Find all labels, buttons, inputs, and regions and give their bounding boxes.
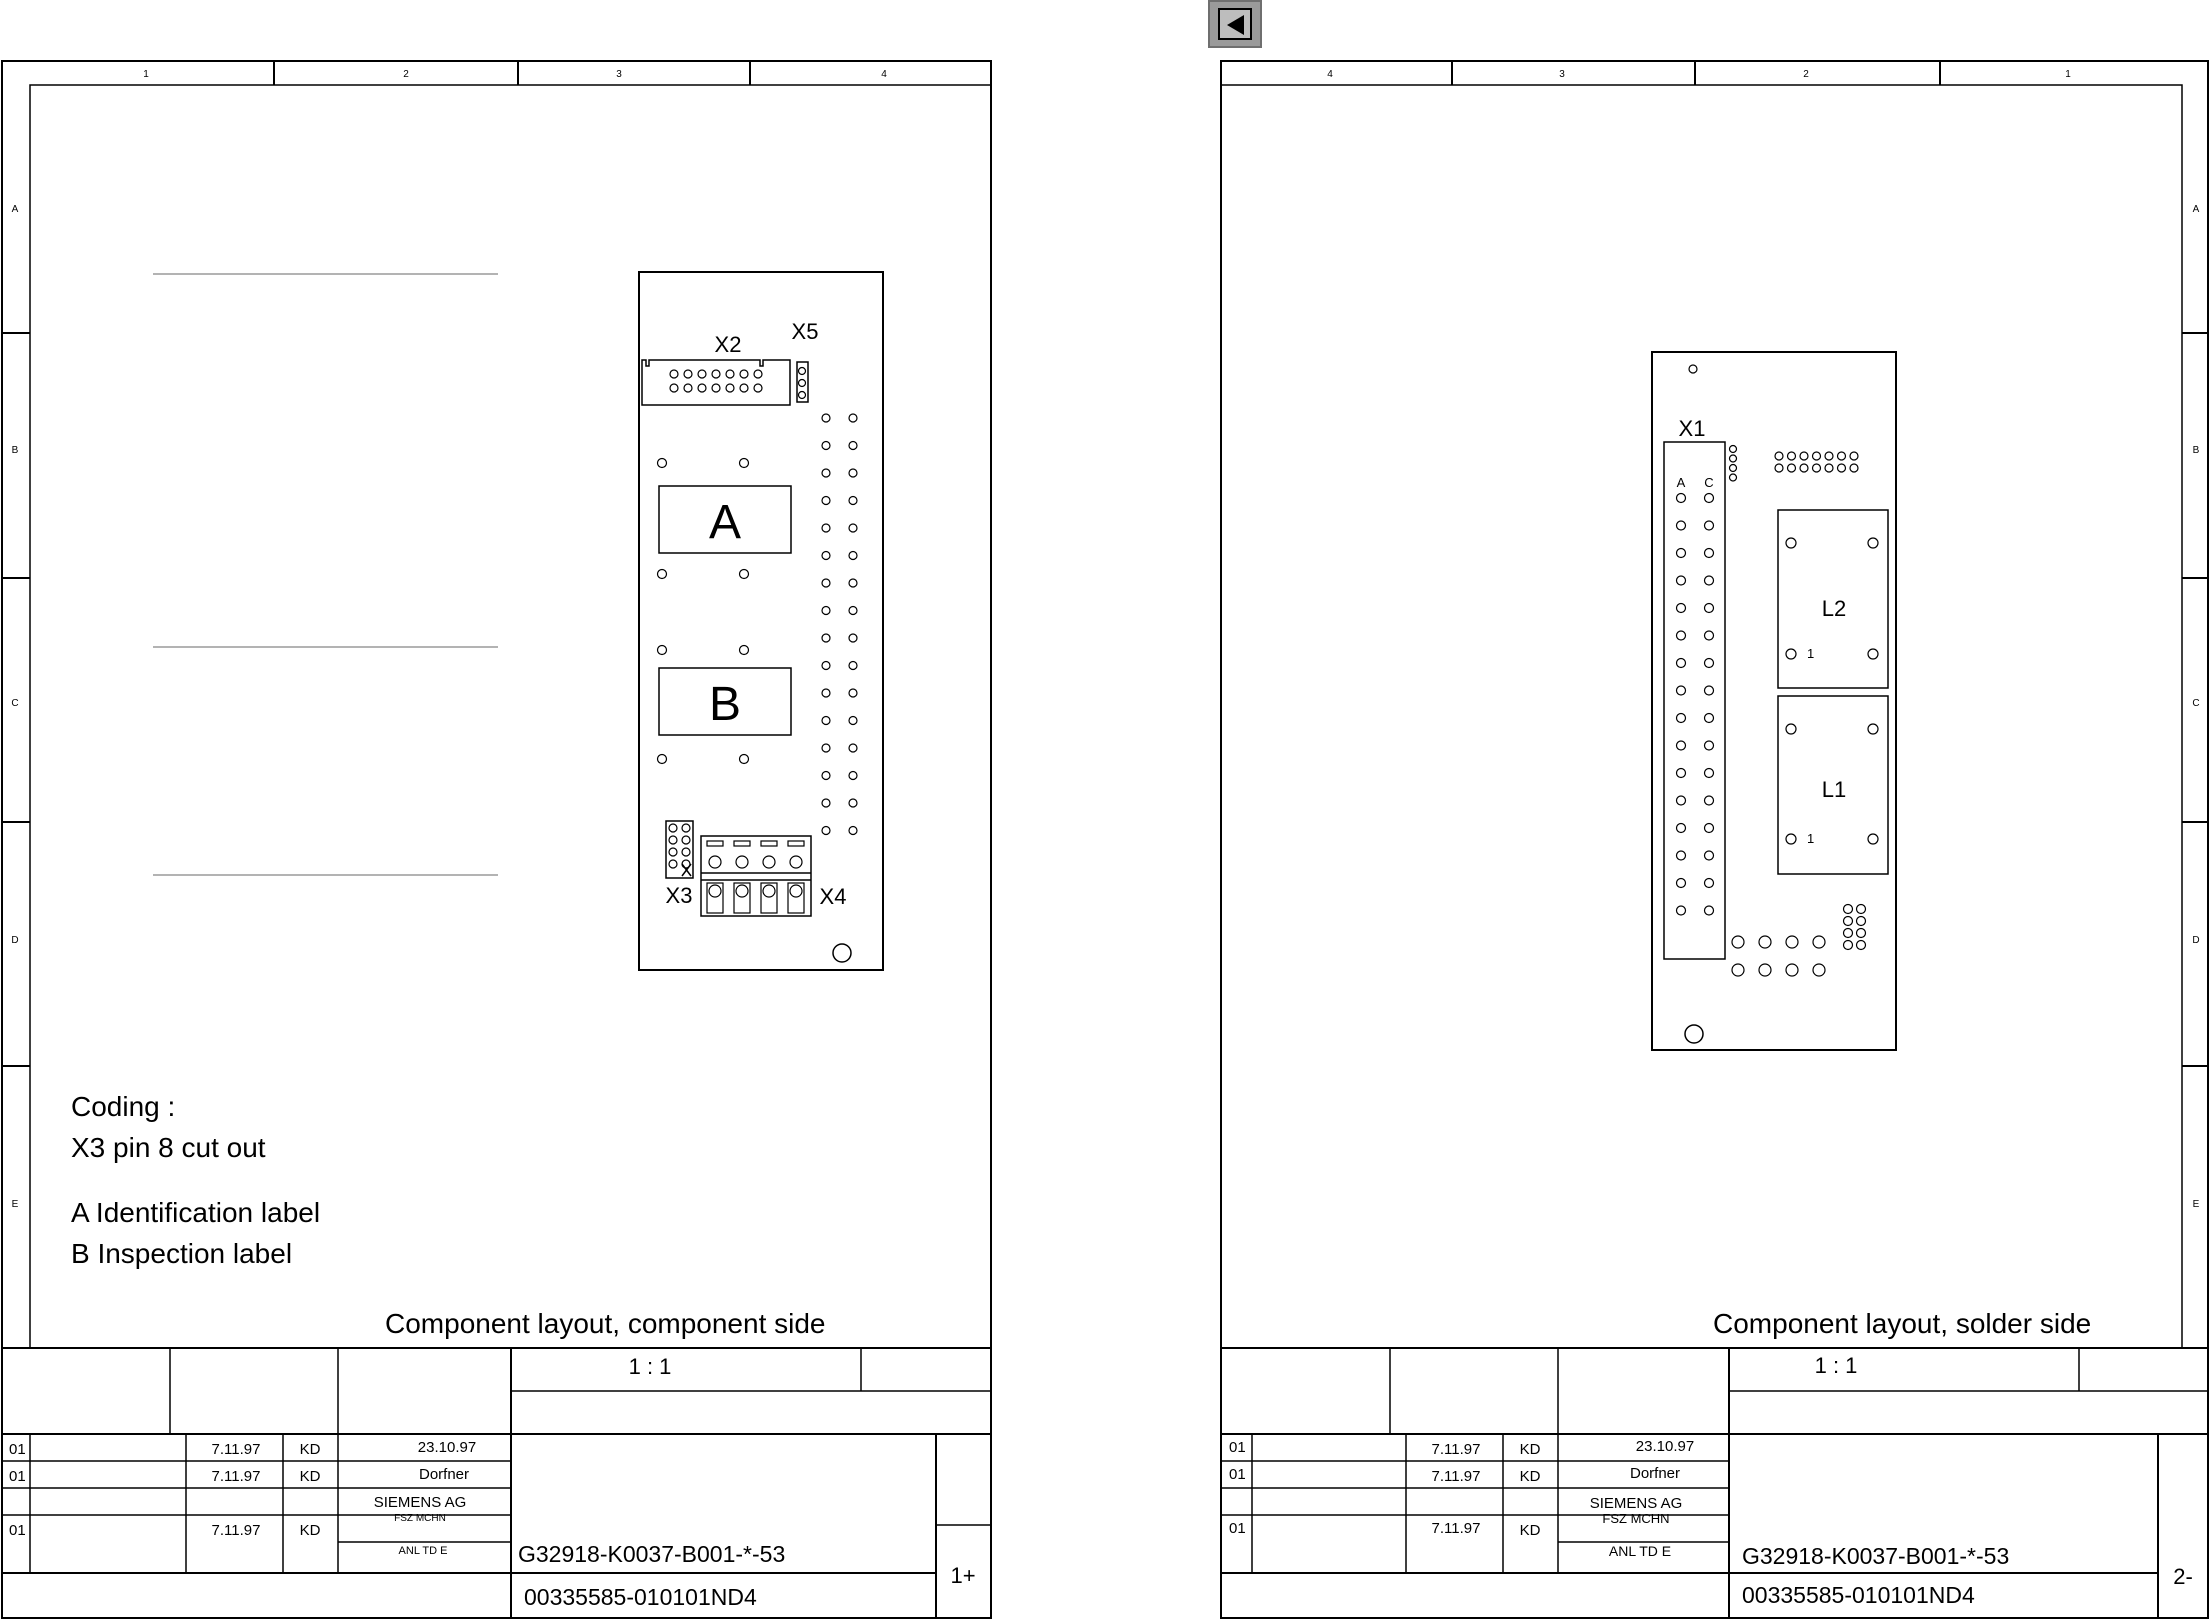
pad-hole xyxy=(822,469,830,477)
pad-hole xyxy=(682,824,690,832)
connector-label-x2: X2 xyxy=(714,332,742,357)
switch-body xyxy=(734,883,750,913)
drawn-date: 23.10.97 xyxy=(417,1439,477,1456)
pad-hole xyxy=(740,384,748,392)
pad-hole xyxy=(822,827,830,835)
pad-hole xyxy=(849,662,857,670)
pad-hole xyxy=(1705,521,1714,530)
pad-hole xyxy=(822,524,830,532)
pad-hole xyxy=(726,384,734,392)
pad-hole xyxy=(763,856,775,868)
pad-hole xyxy=(849,497,857,505)
pad-hole xyxy=(763,885,775,897)
pad-hole xyxy=(1677,714,1686,723)
connector-label-x5: X5 xyxy=(791,319,819,344)
pad-hole xyxy=(684,370,692,378)
switch-slot xyxy=(761,841,777,846)
pad-hole xyxy=(1813,964,1825,976)
pin-row-label-a: A xyxy=(1676,475,1686,490)
row-label: E xyxy=(2192,1199,2200,1210)
pad-hole xyxy=(1677,631,1686,640)
pad-hole xyxy=(1730,474,1737,481)
revision-initials: KD xyxy=(1519,1522,1541,1539)
pad-hole xyxy=(1705,824,1714,833)
pad-hole xyxy=(822,634,830,642)
pad-hole xyxy=(849,442,857,450)
drawing-number: G32918-K0037-B001-*-53 xyxy=(518,1541,786,1567)
pad-hole xyxy=(849,414,857,422)
pad-hole xyxy=(1677,686,1686,695)
circuit-board-solder-side xyxy=(1652,352,1896,1050)
column-label: 4 xyxy=(881,69,887,80)
sheet-caption: Component layout, component side xyxy=(385,1308,826,1339)
pad-hole xyxy=(822,442,830,450)
pad-hole xyxy=(684,384,692,392)
pad-hole xyxy=(1705,631,1714,640)
pad-hole xyxy=(1677,576,1686,585)
coding-title: Coding : xyxy=(71,1091,176,1122)
pad-hole xyxy=(822,579,830,587)
pad-hole xyxy=(1705,714,1714,723)
pad-hole xyxy=(1844,941,1853,950)
pad-hole xyxy=(1838,464,1846,472)
pad-hole xyxy=(1705,769,1714,778)
pad-hole xyxy=(849,634,857,642)
sheet-number: 1+ xyxy=(950,1563,976,1588)
pad-hole xyxy=(1677,824,1686,833)
pad-hole xyxy=(1868,724,1878,734)
pad-hole xyxy=(682,848,690,856)
column-label: 3 xyxy=(616,69,622,80)
pin-one-marker: 1 xyxy=(1807,831,1815,846)
pad-hole xyxy=(1825,452,1833,460)
title-block xyxy=(1221,1348,2208,1618)
pad-hole xyxy=(822,772,830,780)
pad-hole xyxy=(709,856,721,868)
pad-hole xyxy=(790,885,802,897)
pad-hole xyxy=(712,370,720,378)
pad-hole xyxy=(1838,452,1846,460)
pad-hole xyxy=(1689,365,1697,373)
revision-date: 7.11.97 xyxy=(1431,1441,1481,1458)
row-label: A xyxy=(11,204,19,215)
pad-hole xyxy=(822,607,830,615)
pad-hole xyxy=(669,848,677,856)
column-label: 1 xyxy=(143,69,149,80)
pad-hole xyxy=(709,885,721,897)
revision-index: 01 xyxy=(9,1441,26,1458)
pad-hole xyxy=(1786,649,1796,659)
row-label: D xyxy=(11,935,19,946)
revision-date: 7.11.97 xyxy=(1431,1520,1481,1537)
pad-hole xyxy=(1677,851,1686,860)
pad-hole xyxy=(670,384,678,392)
pad-hole xyxy=(1705,549,1714,558)
company-name: SIEMENS AG xyxy=(1589,1495,1683,1512)
title-block xyxy=(2,1348,991,1618)
row-label: A xyxy=(2192,204,2200,215)
sheet-2 xyxy=(1221,61,2208,1618)
pad-hole xyxy=(849,469,857,477)
pad-hole xyxy=(849,827,857,835)
legend-inspection-label: B Inspection label xyxy=(71,1238,293,1269)
pad-hole xyxy=(849,744,857,752)
pad-hole xyxy=(1677,659,1686,668)
column-label: 1 xyxy=(2065,69,2071,80)
pad-hole xyxy=(1857,929,1866,938)
pad-hole xyxy=(1705,879,1714,888)
pad-hole xyxy=(790,856,802,868)
pad-hole xyxy=(849,552,857,560)
pad-hole xyxy=(799,392,806,399)
pad-hole xyxy=(698,370,706,378)
pad-hole xyxy=(1677,741,1686,750)
pad-hole xyxy=(1677,906,1686,915)
pad-hole xyxy=(754,384,762,392)
pad-hole xyxy=(1705,796,1714,805)
pad-hole xyxy=(1788,464,1796,472)
pad-hole xyxy=(726,370,734,378)
pad-hole xyxy=(849,607,857,615)
pad-hole xyxy=(1775,464,1783,472)
pad-hole xyxy=(740,755,749,764)
pad-hole xyxy=(1705,604,1714,613)
document-number: 00335585-010101ND4 xyxy=(1742,1582,1975,1608)
pad-hole xyxy=(849,579,857,587)
pad-hole xyxy=(1825,464,1833,472)
pad-hole xyxy=(1868,649,1878,659)
pad-hole xyxy=(1677,604,1686,613)
pad-hole xyxy=(1857,905,1866,914)
pad-hole xyxy=(1850,464,1858,472)
revision-initials: KD xyxy=(299,1468,321,1485)
pad-hole xyxy=(1786,538,1796,548)
pad-hole xyxy=(658,570,667,579)
pad-hole xyxy=(1759,964,1771,976)
pin-one-marker: 1 xyxy=(1807,646,1815,661)
pad-hole xyxy=(1850,452,1858,460)
company-name: SIEMENS AG xyxy=(373,1494,467,1511)
drawing-number: G32918-K0037-B001-*-53 xyxy=(1742,1543,2010,1569)
department-code: ANL TD E xyxy=(398,1545,448,1557)
coding-text: X3 pin 8 cut out xyxy=(71,1132,266,1163)
pad-hole xyxy=(1868,538,1878,548)
pad-hole xyxy=(1775,452,1783,460)
pad-hole xyxy=(1730,446,1737,453)
pad-hole xyxy=(822,717,830,725)
pad-hole xyxy=(822,662,830,670)
circuit-board-component-side xyxy=(639,272,883,970)
revision-index: 01 xyxy=(9,1522,26,1539)
connector-label-x3: X3 xyxy=(665,883,693,908)
pad-hole xyxy=(822,689,830,697)
pad-hole xyxy=(1705,686,1714,695)
pad-hole xyxy=(1677,549,1686,558)
pad-hole xyxy=(712,384,720,392)
pad-hole xyxy=(1677,769,1686,778)
inductor-label-l2: L2 xyxy=(1821,596,1847,621)
pad-hole xyxy=(1844,905,1853,914)
column-label: 3 xyxy=(1559,69,1565,80)
pad-hole xyxy=(658,646,667,655)
pad-hole xyxy=(670,370,678,378)
pad-hole xyxy=(1786,834,1796,844)
switch-body xyxy=(761,883,777,913)
inductor-label-l1: L1 xyxy=(1821,777,1847,802)
column-label: 4 xyxy=(1327,69,1333,80)
revision-index: 01 xyxy=(1229,1520,1246,1537)
pad-hole xyxy=(1844,929,1853,938)
switch-slot xyxy=(707,841,723,846)
pad-hole xyxy=(1677,521,1686,530)
pad-hole xyxy=(849,524,857,532)
company-department: FSZ MCHN xyxy=(394,1513,446,1524)
revision-index: 01 xyxy=(9,1468,26,1485)
pad-hole xyxy=(1788,452,1796,460)
pad-hole xyxy=(1813,464,1821,472)
revision-date: 7.11.97 xyxy=(211,1522,261,1539)
revision-initials: KD xyxy=(299,1522,321,1539)
pad-hole xyxy=(740,570,749,579)
pad-hole xyxy=(1705,851,1714,860)
pad-hole xyxy=(669,860,677,868)
revision-initials: KD xyxy=(299,1441,321,1458)
pad-hole xyxy=(1705,741,1714,750)
pad-hole xyxy=(740,646,749,655)
pad-hole xyxy=(740,370,748,378)
pad-hole xyxy=(849,772,857,780)
pad-hole xyxy=(1730,465,1737,472)
revision-date: 7.11.97 xyxy=(211,1441,261,1458)
pad-hole xyxy=(1857,941,1866,950)
pad-hole xyxy=(682,860,690,868)
pad-hole xyxy=(1813,452,1821,460)
pad-hole xyxy=(754,370,762,378)
pad-hole xyxy=(1705,906,1714,915)
drawn-by: Dorfner xyxy=(418,1466,470,1483)
revision-initials: KD xyxy=(1519,1468,1541,1485)
row-label: C xyxy=(11,698,19,709)
pad-hole xyxy=(799,368,806,375)
pad-hole xyxy=(1844,917,1853,926)
pad-hole xyxy=(1705,494,1714,503)
pad-hole xyxy=(1677,494,1686,503)
scale-value: 1 : 1 xyxy=(628,1354,672,1379)
pad-hole xyxy=(1868,834,1878,844)
pad-hole xyxy=(669,824,677,832)
pad-hole xyxy=(822,497,830,505)
switch-slot xyxy=(788,841,804,846)
pad-hole xyxy=(799,380,806,387)
switch-body xyxy=(788,883,804,913)
pad-hole xyxy=(658,459,667,468)
revision-date: 7.11.97 xyxy=(1431,1468,1481,1485)
pad-hole xyxy=(1732,936,1744,948)
column-label: 2 xyxy=(403,69,409,80)
pad-hole xyxy=(682,836,690,844)
revision-date: 7.11.97 xyxy=(211,1468,261,1485)
pad-hole xyxy=(736,856,748,868)
connector-label-x4: X4 xyxy=(819,884,847,909)
pin-row-label-c: C xyxy=(1704,475,1714,490)
pad-hole xyxy=(1677,796,1686,805)
sheet-caption: Component layout, solder side xyxy=(1713,1308,2092,1339)
column-label: 2 xyxy=(1803,69,1809,80)
pad-hole xyxy=(1759,936,1771,948)
row-label: B xyxy=(2192,445,2200,456)
row-label: E xyxy=(11,1199,19,1210)
pad-hole xyxy=(1730,455,1737,462)
pad-hole xyxy=(698,384,706,392)
pad-hole xyxy=(736,885,748,897)
identification-label-marker: A xyxy=(708,496,742,549)
scale-value: 1 : 1 xyxy=(1814,1353,1858,1378)
pad-hole xyxy=(822,552,830,560)
row-label: C xyxy=(2192,698,2200,709)
pad-hole xyxy=(740,459,749,468)
connector-label-x1: X1 xyxy=(1678,416,1706,441)
pad-hole xyxy=(1800,452,1808,460)
revision-index: 01 xyxy=(1229,1466,1246,1483)
pad-hole xyxy=(1677,879,1686,888)
pad-hole xyxy=(822,799,830,807)
pad-hole xyxy=(849,717,857,725)
legend-identification-label: A Identification label xyxy=(71,1197,321,1228)
pad-hole xyxy=(1857,917,1866,926)
switch-slot xyxy=(734,841,750,846)
pad-hole xyxy=(1732,964,1744,976)
pad-hole xyxy=(1705,576,1714,585)
row-label: D xyxy=(2192,935,2200,946)
drawn-date: 23.10.97 xyxy=(1635,1438,1695,1455)
department-code: ANL TD E xyxy=(1608,1543,1672,1559)
row-label: B xyxy=(11,445,19,456)
pad-hole xyxy=(1786,964,1798,976)
pad-hole xyxy=(658,755,667,764)
pad-hole xyxy=(669,836,677,844)
pad-hole xyxy=(1786,936,1798,948)
pad-hole xyxy=(822,744,830,752)
company-department: FSZ MCHN xyxy=(1602,1511,1670,1526)
revision-index: 01 xyxy=(1229,1439,1246,1456)
pad-hole xyxy=(1800,464,1808,472)
pad-hole xyxy=(1813,936,1825,948)
sheet-number: 2- xyxy=(2173,1564,2193,1589)
pad-hole xyxy=(822,414,830,422)
pad-hole xyxy=(849,799,857,807)
inspection-label-marker: B xyxy=(708,678,742,731)
sheet-1 xyxy=(2,61,991,1618)
revision-initials: KD xyxy=(1519,1441,1541,1458)
pad-hole xyxy=(1705,659,1714,668)
pad-hole xyxy=(849,689,857,697)
pad-hole xyxy=(1786,724,1796,734)
switch-body xyxy=(707,883,723,913)
drawn-by: Dorfner xyxy=(1629,1465,1681,1482)
document-number: 00335585-010101ND4 xyxy=(524,1584,757,1610)
